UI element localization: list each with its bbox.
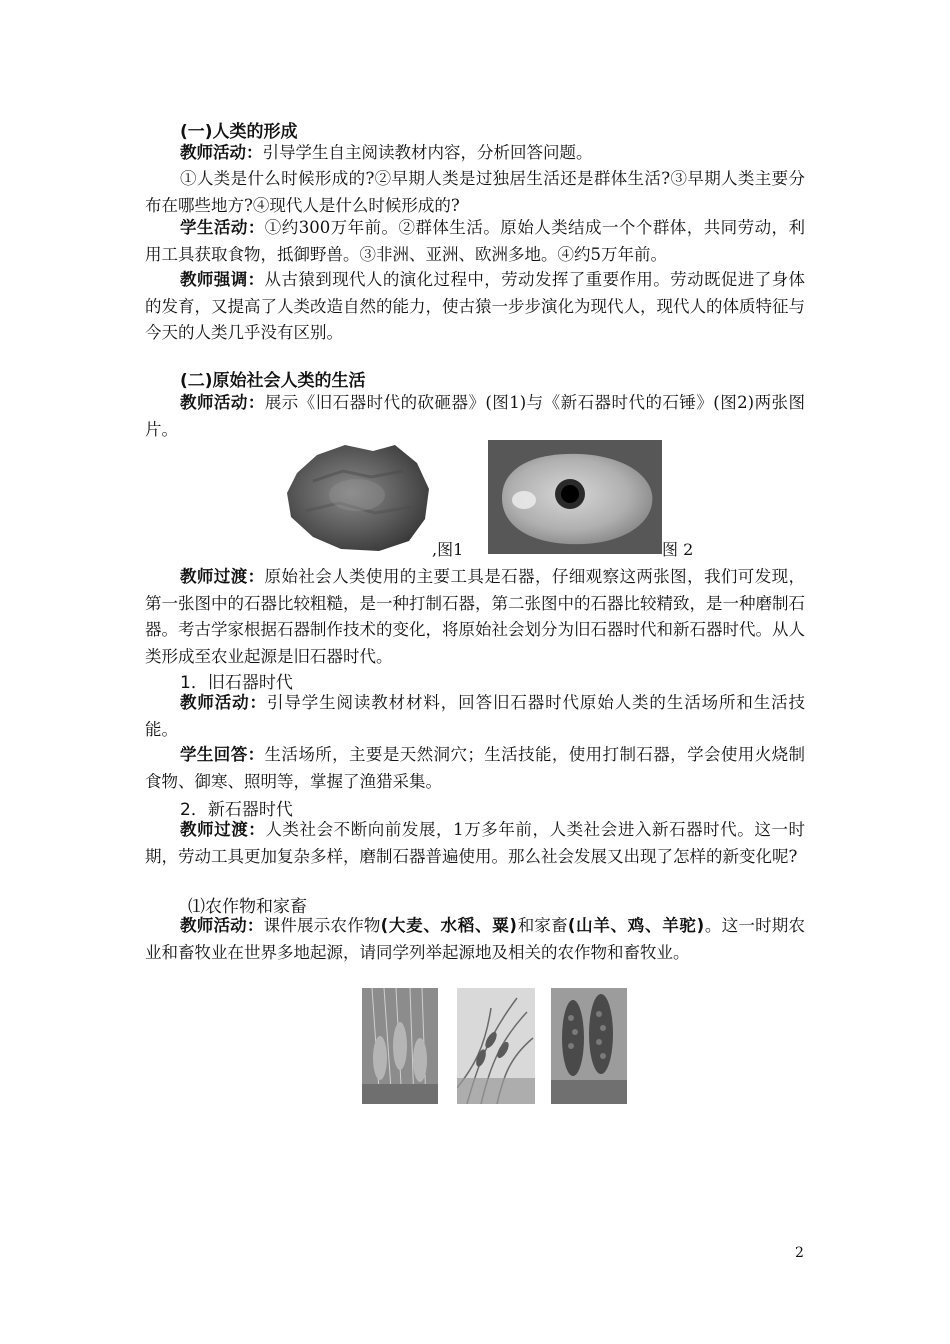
label: 教师活动： [180, 143, 263, 162]
paragraph-student-activity [145, 215, 805, 268]
paragraph-teacher-activity-figures [145, 390, 805, 443]
subheading-neolithic: 2．新石器时代 [180, 800, 293, 820]
stone-hammer-image [488, 440, 662, 554]
chopper-stone-image [283, 441, 431, 553]
label: 学生活动： [180, 218, 265, 237]
paragraph-text: 从古猿到现代人的演化过程中，劳动发挥了重要作用。劳动既促进了身体的发育，又提高了人类改造自然的能力，使古猿一步步演化为现代人，现代人的体质特征与今天的人类几乎没有区别。 [145, 270, 806, 342]
label: 教师活动： [180, 393, 265, 412]
label: 教师强调： [180, 270, 265, 289]
paragraph-teacher-emphasis [145, 267, 805, 347]
paragraph-text: 人类社会不断向前发展，1万多年前，人类社会进入新石器时代。这一时期，劳动工具更加复杂多样，磨制石器普遍使用。那么社会发展又出现了怎样的新变化呢? [145, 820, 806, 866]
barley-image [362, 988, 438, 1104]
paragraph-text: 引导学生阅读教材材料，回答旧石器时代原始人类的生活场所和生活技能。 [145, 693, 806, 739]
label: 教师活动： [180, 916, 264, 935]
paragraph-text: 课件展示农作物 [263, 916, 381, 935]
paragraph-text: 。这一时期农业和畜牧业在世界多地起源，请同学列举起源地及相关的农作物和畜牧业。 [145, 916, 805, 962]
paragraph-text: 展示《旧石器时代的砍砸器》(图1)与《新石器时代的石锤》(图2)两张图片。 [145, 393, 806, 439]
rice-image [457, 988, 535, 1104]
label: 教师过渡： [180, 820, 266, 839]
section-heading-primitive-life: (二)原始社会人类的生活 [180, 371, 366, 391]
figure-2-caption: 图 2 [662, 540, 694, 559]
figure-1-caption: ,图1 [432, 540, 464, 559]
paragraph-teacher-transition-stone [145, 564, 805, 670]
subheading-crops-livestock: ⑴农作物和家畜 [188, 897, 307, 917]
section-heading-human-formation: (一)人类的形成 [180, 122, 298, 142]
paragraph-text: 和家畜 [517, 916, 568, 935]
millet-image [551, 988, 627, 1104]
livestock-list: (山羊、鸡、羊驼) [567, 916, 705, 935]
crops-list: (大麦、水稻、粟) [380, 916, 518, 935]
paragraph-text: 原始社会人类使用的主要工具是石器，仔细观察这两张图，我们可发现，第一张图中的石器比较粗糙，是一种打制石器，第二张图中的石器比较精致，是一种磨制石器。考古学家根据石器制作技术的变化，将原始社会划分为旧石器时代和新石器时代。从人类形成至农业起源是旧石器时代。 [145, 567, 806, 666]
label: 教师活动： [180, 693, 267, 712]
paragraph-questions [145, 166, 805, 219]
paragraph-text: 引导学生自主阅读教材内容，分析回答问题。 [262, 143, 593, 162]
paragraph-teacher-activity [145, 140, 805, 167]
paragraph-teacher-activity-crops [145, 913, 805, 966]
paragraph-teacher-activity-paleolithic [145, 690, 805, 743]
paragraph-student-answer [145, 742, 805, 795]
label: 教师过渡： [180, 567, 265, 586]
paragraph-teacher-transition-neolithic [145, 817, 805, 870]
paragraph-text: ①人类是什么时候形成的?②早期人类是过独居生活还是群体生活?③早期人类主要分布在哪些地方?④现代人是什么时候形成的? [145, 169, 805, 215]
paragraph-text: 生活场所，主要是天然洞穴；生活技能，使用打制石器，学会使用火烧制食物、御寒、照明等，掌握了渔猎采集。 [145, 745, 806, 791]
paragraph-text: ①约300万年前。②群体生活。原始人类结成一个个群体，共同劳动，利用工具获取食物，抵御野兽。③非洲、亚洲、欧洲多地。④约5万年前。 [145, 218, 806, 264]
subheading-paleolithic: 1．旧石器时代 [180, 673, 293, 693]
page-number: 2 [795, 1245, 804, 1261]
label: 学生回答： [180, 745, 265, 764]
